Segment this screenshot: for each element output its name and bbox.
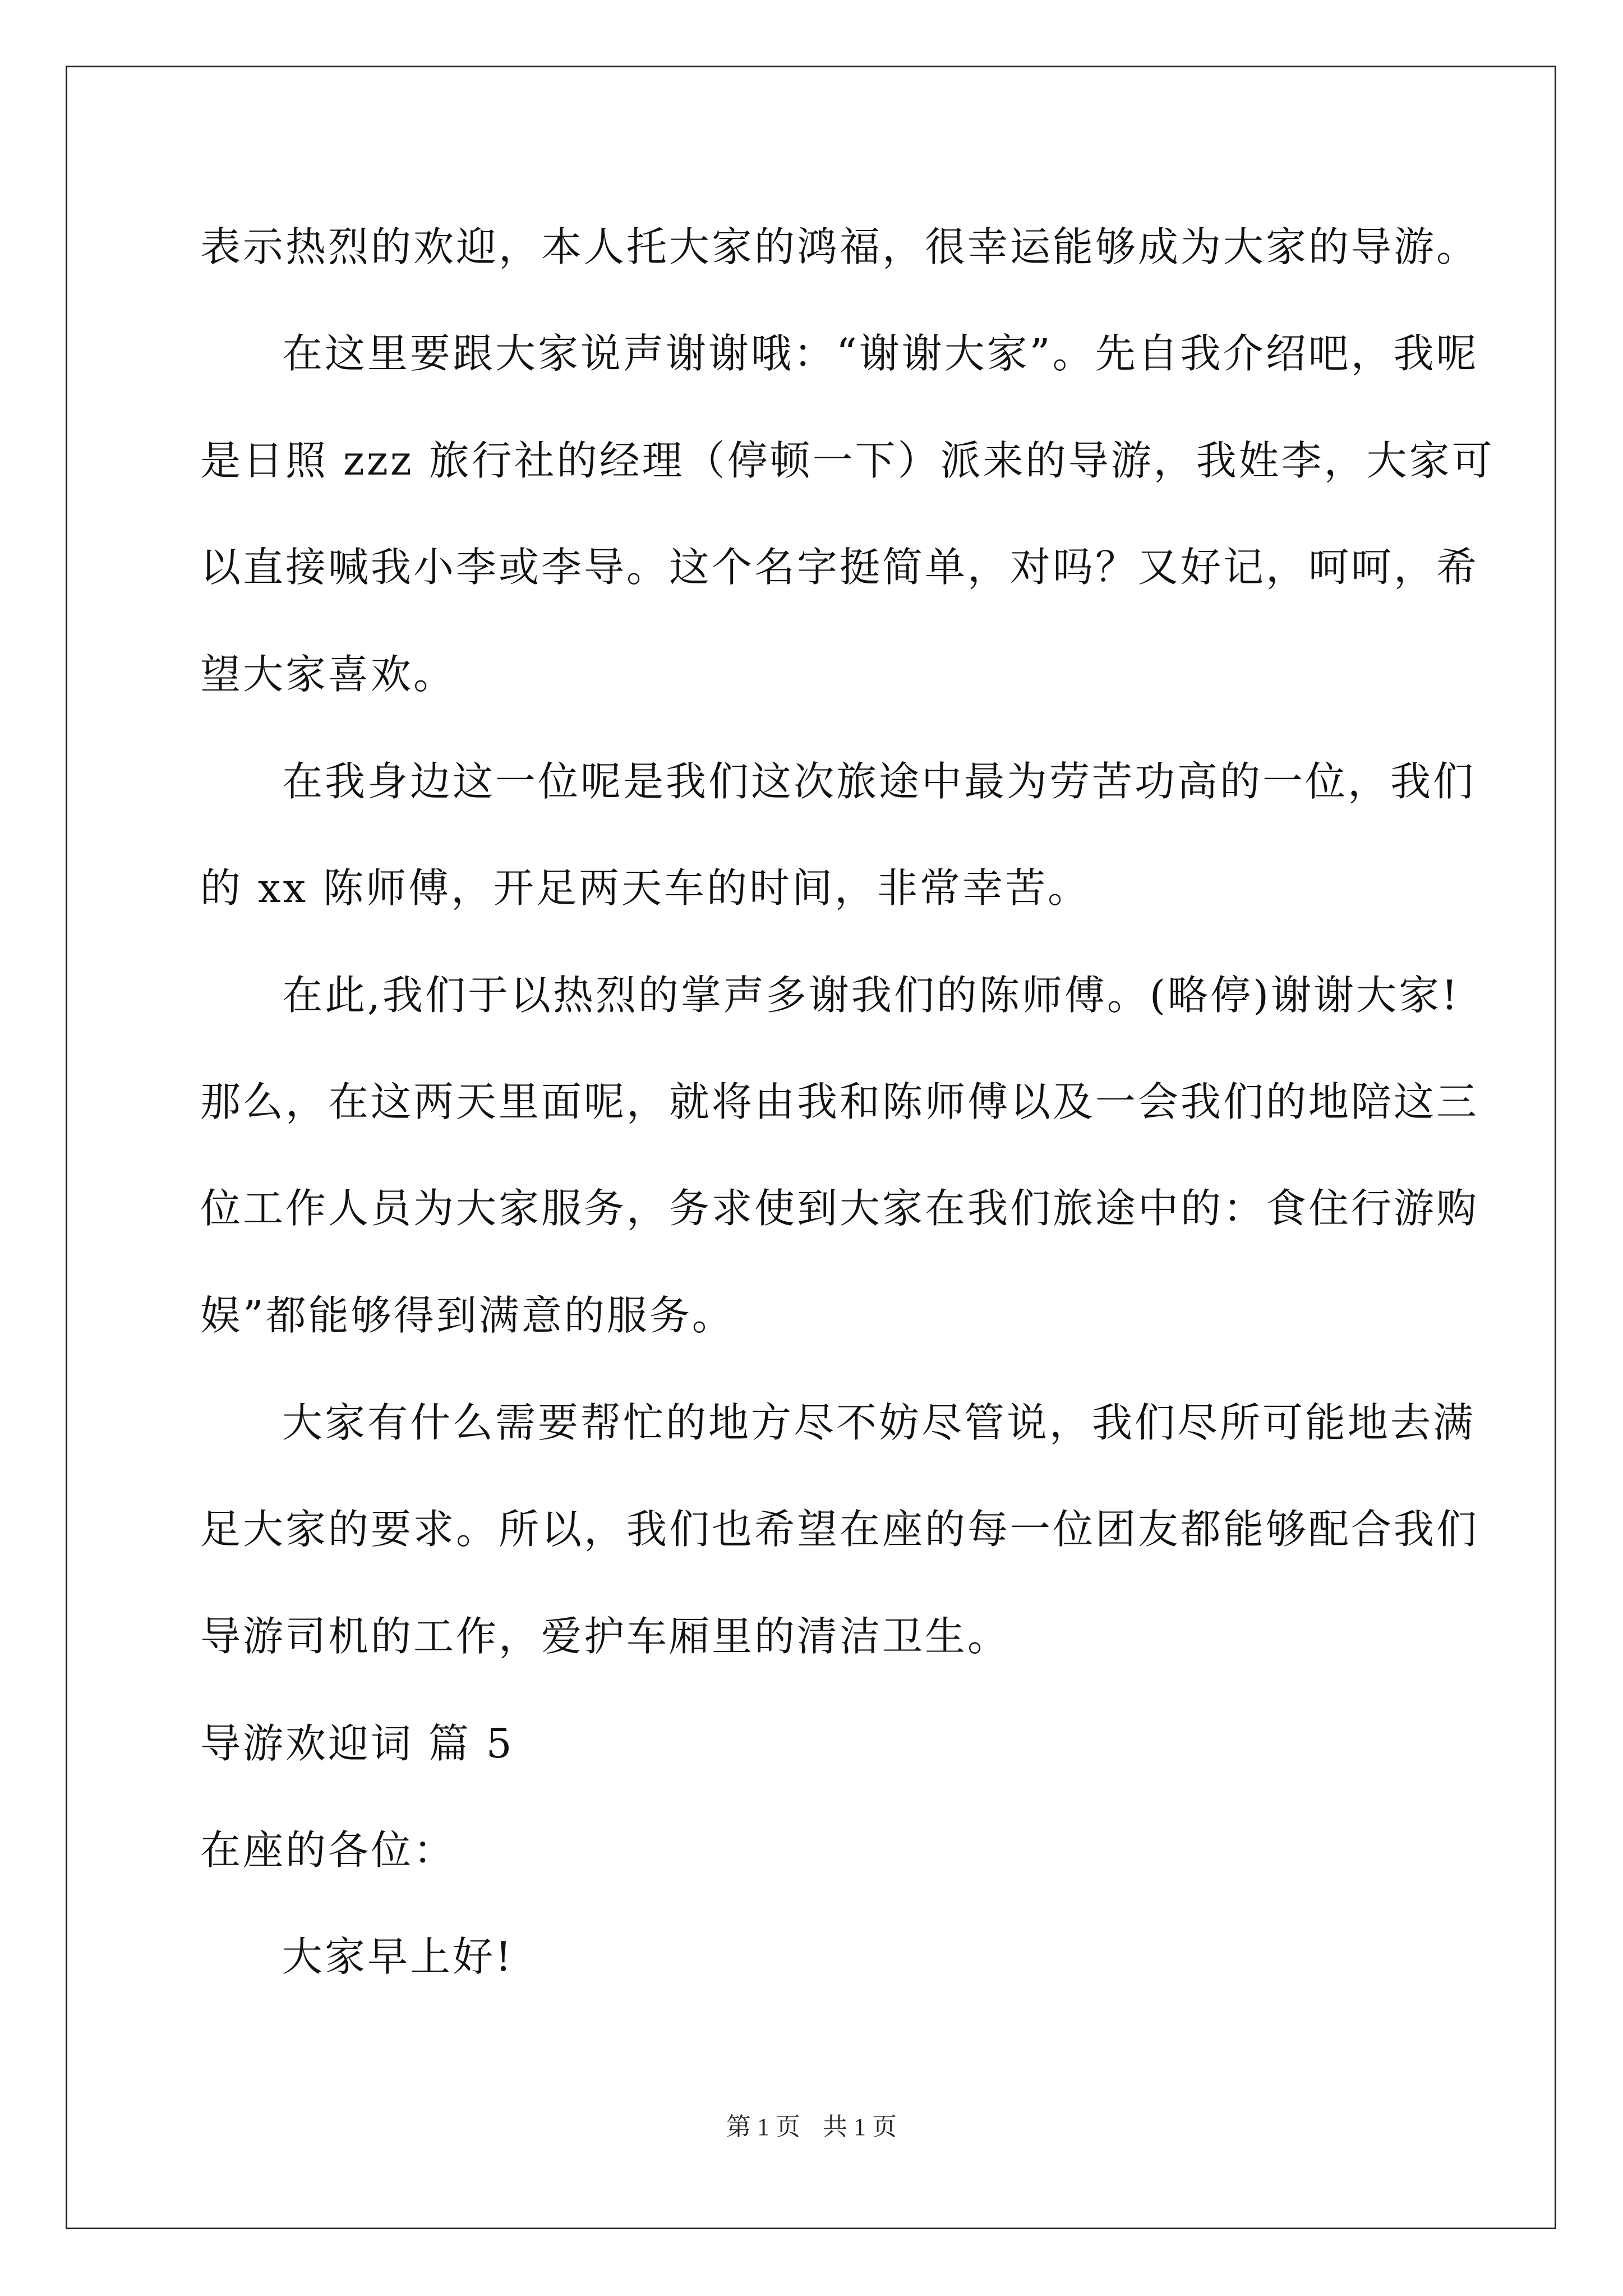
body-line: 导游司机的工作，爱护车厢里的清洁卫生。 bbox=[200, 1613, 1011, 1660]
page-border bbox=[66, 66, 1556, 2229]
body-line: 的 xx 陈师傅，开足两天车的时间，非常幸苦。 bbox=[200, 864, 1090, 912]
page-number-current: 第 1 页 bbox=[726, 2113, 800, 2141]
body-line: 足大家的要求。所以，我们也希望在座的每一位团友都能够配合我们 bbox=[200, 1506, 1479, 1553]
salutation: 在座的各位： bbox=[200, 1826, 457, 1874]
body-line: 在这里要跟大家说声谢谢哦：“谢谢大家”。先自我介绍吧，我呢 bbox=[282, 330, 1479, 377]
body-line: 那么，在这两天里面呢，就将由我和陈师傅以及一会我们的地陪这三 bbox=[200, 1078, 1479, 1125]
body-line: 是日照 zzz 旅行社的经理（停顿一下）派来的导游，我姓李，大家可 bbox=[200, 437, 1495, 484]
section-heading: 导游欢迎词 篇 5 bbox=[200, 1720, 514, 1767]
body-line: 望大家喜欢。 bbox=[200, 651, 457, 698]
body-line: 在我身边这一位呢是我们这次旅途中最为劳苦功高的一位，我们 bbox=[282, 758, 1476, 805]
greeting: 大家早上好! bbox=[282, 1933, 514, 1980]
body-line: 位工作人员为大家服务，务求使到大家在我们旅途中的：食住行游购 bbox=[200, 1185, 1479, 1232]
body-line: 表示热烈的欢迎，本人托大家的鸿福，很幸运能够成为大家的导游。 bbox=[200, 223, 1479, 270]
page-footer bbox=[0, 2110, 1623, 2144]
page-number-total: 共 1 页 bbox=[823, 2113, 897, 2141]
body-line: 以直接喊我小李或李导。这个名字挺简单，对吗？又好记，呵呵，希 bbox=[200, 544, 1479, 591]
body-line: 在此,我们于以热烈的掌声多谢我们的陈师傅。(略停)谢谢大家! bbox=[282, 972, 1460, 1019]
body-line: 大家有什么需要帮忙的地方尽不妨尽管说，我们尽所可能地去满 bbox=[282, 1399, 1476, 1446]
body-line: 娱”都能够得到满意的服务。 bbox=[200, 1292, 735, 1339]
